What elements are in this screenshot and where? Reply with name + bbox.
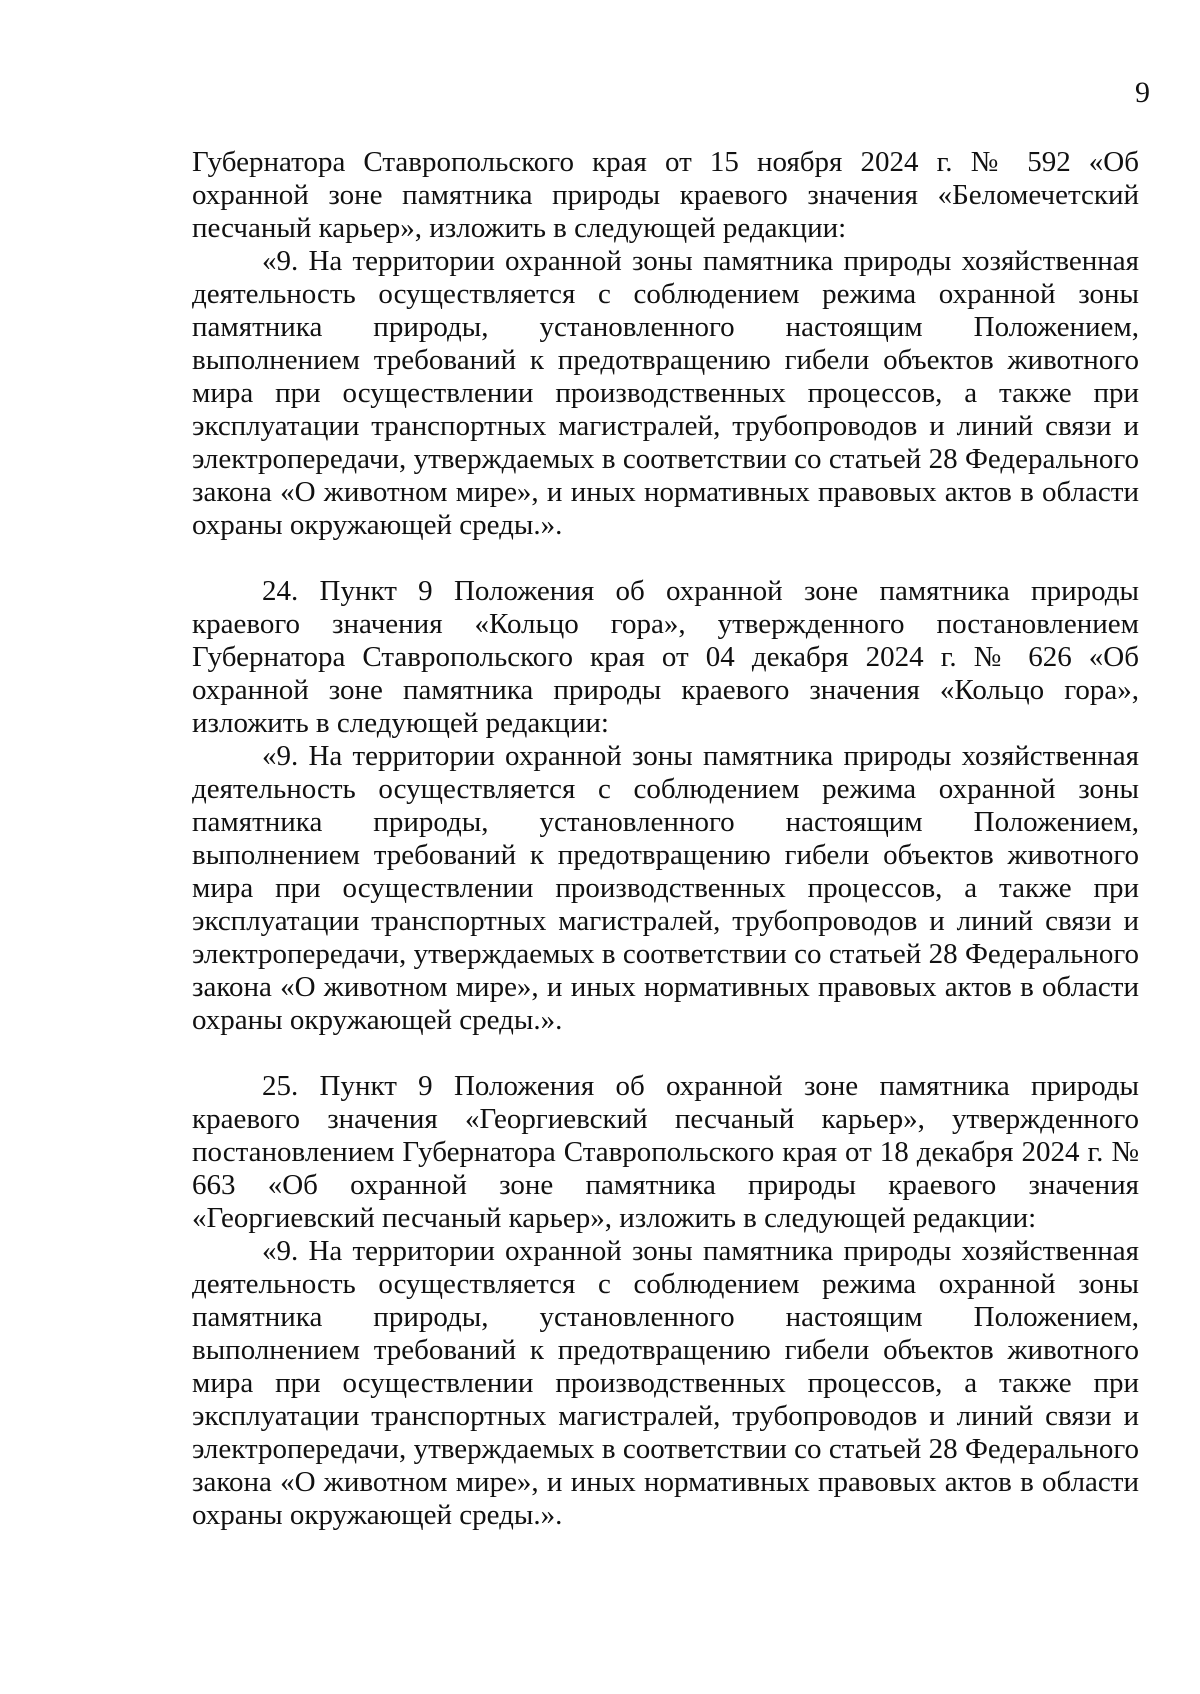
quoted-clause-9: «9. На территории охранной зоны памятника природы хозяйственная деятельность осуществляется с соблюдением режима охранной зоны памятника природы, установленного настоящим Положением, выполнением требований к предотвращению гибели объектов животного мира при осуществлении производственных процессов, а также при эксплуатации транспортных магистралей, трубопроводов и линий связи и электропередачи, утверждаемых в соответствии со статьей 28 Федерального закона «О животном мире», и иных нормативных правовых актов в области охраны окружающей среды.». (192, 245, 1139, 541)
paragraph-gap (192, 542, 1139, 575)
quoted-clause-9: «9. На территории охранной зоны памятника природы хозяйственная деятельность осуществляется с соблюдением режима охранной зоны памятника природы, установленного настоящим Положением, выполнением требований к предотвращению гибели объектов животного мира при осуществлении производственных процессов, а также при эксплуатации транспортных магистралей, трубопроводов и линий связи и электропередачи, утверждаемых в соответствии со статьей 28 Федерального закона «О животном мире», и иных нормативных правовых актов в области охраны окружающей среды.». (192, 740, 1139, 1036)
page-number: 9 (1135, 76, 1150, 109)
paragraph-continuation: Губернатора Ставропольского края от 15 ноября 2024 г. № 592 «Об охранной зоне памятника природы краевого значения «Беломечетский песчаный карьер», изложить в следующей редакции: (192, 146, 1139, 244)
item-25: 25. Пункт 9 Положения об охранной зоне памятника природы краевого значения «Георгиевский песчаный карьер», утвержденного постановлением Губернатора Ставропольского края от 18 декабря 2024 г. № 663 «Об охранной зоне памятника природы краевого значения «Георгиевский песчаный карьер», изложить в следующей редакции: (192, 1070, 1139, 1234)
document-body (192, 146, 1139, 1532)
item-24: 24. Пункт 9 Положения об охранной зоне памятника природы краевого значения «Кольцо гора», утвержденного постановлением Губернатора Ставропольского края от 04 декабря 2024 г. № 626 «Об охранной зоне памятника природы краевого значения «Кольцо гора», изложить в следующей редакции: (192, 575, 1139, 739)
paragraph-gap (192, 1037, 1139, 1070)
quoted-clause-9: «9. На территории охранной зоны памятника природы хозяйственная деятельность осуществляется с соблюдением режима охранной зоны памятника природы, установленного настоящим Положением, выполнением требований к предотвращению гибели объектов животного мира при осуществлении производственных процессов, а также при эксплуатации транспортных магистралей, трубопроводов и линий связи и электропередачи, утверждаемых в соответствии со статьей 28 Федерального закона «О животном мире», и иных нормативных правовых актов в области охраны окружающей среды.». (192, 1235, 1139, 1531)
